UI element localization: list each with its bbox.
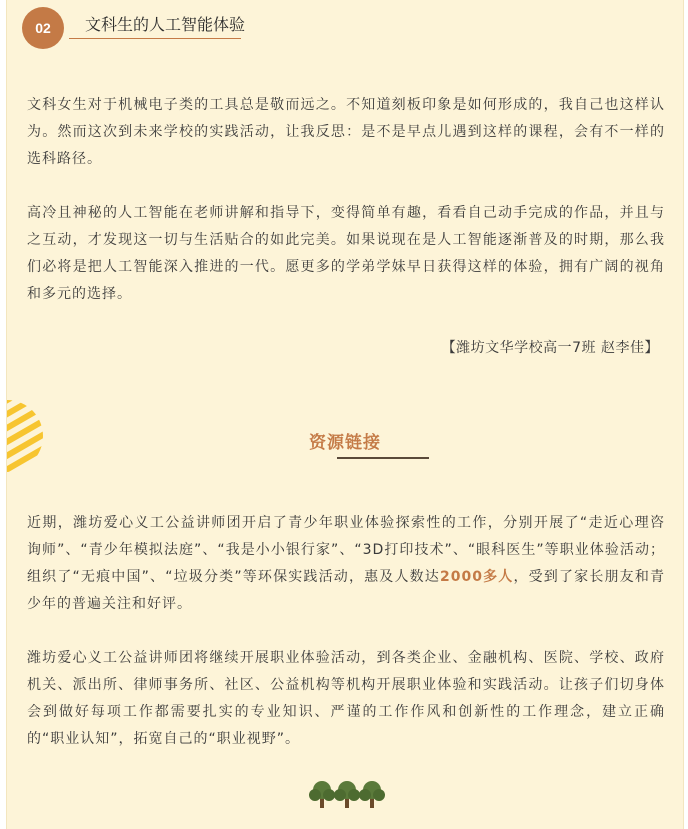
- participants-highlight: 2000多人: [439, 569, 514, 585]
- section-title: 文科生的人工智能体验: [85, 15, 246, 34]
- section-number-badge: 02: [22, 7, 64, 49]
- tree-icon: [309, 781, 335, 808]
- resource-paragraph-1: [27, 510, 665, 618]
- paragraph-2: 高冷且神秘的人工智能在老师讲解和指导下，变得简单有趣，看看自己动手完成的作品，并且与之互动，才发现这一切与生活贴合的如此完美。如果说现在是人工智能逐渐普及的时期，那么我们必将是把人工智能深入推进的一代。愿更多的学弟学妹早日获得这样的体验，拥有广阔的视角和多元的选择。: [27, 205, 665, 302]
- tree-icon: [334, 781, 360, 808]
- paragraph-1: 文科女生对于机械电子类的工具总是敬而远之。不知道刻板印象是如何形成的，我自己也这样认为。然而这次到未来学校的实践活动，让我反思：是不是早点儿遇到这样的课程，会有不一样的选科路径。: [27, 97, 665, 167]
- trees-decoration: [307, 776, 391, 810]
- resource-paragraph-1-text: 近期，潍坊爱心义工公益讲师团开启了青少年职业体验探索性的工作，分别开展了“走近心理咨询师”、“青少年模拟法庭”、“我是小小银行家”、“3D打印技术”、“眼科医生”等职业体验活动；组织了“无痕中国”、“垃圾分类”等环保实践活动，惠及人数达: [27, 515, 665, 585]
- resource-paragraph-1-tail: ，受到了家长朋友和青少年的普遍关注和好评。: [27, 569, 666, 612]
- tree-icon: [359, 781, 385, 808]
- article-card: [6, 0, 684, 829]
- section-title-underline: [69, 38, 241, 39]
- author-signature: 【潍坊文华学校高一7班 赵李佳】: [441, 340, 659, 356]
- resource-paragraph-2: 潍坊爱心义工公益讲师团将继续开展职业体验活动，到各类企业、金融机构、医院、学校、政府机关、派出所、律师事务所、社区、公益机构等机构开展职业体验和实践活动。让孩子们切身体会到做好每项工作都需要扎实的专业知识、严谨的工作作风和创新性的工作理念，建立正确的“职业认知”，拓宽自己的“职业视野”。: [27, 650, 665, 747]
- resource-title-underline: [337, 457, 429, 459]
- resource-section-title: 资源链接: [309, 433, 381, 453]
